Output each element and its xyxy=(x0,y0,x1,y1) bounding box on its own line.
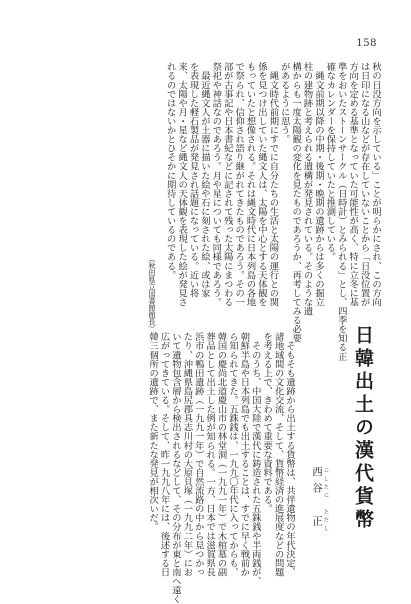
text-line: 縄文前期以降の中期・後期・晩期の遺跡からは多くの掘立 xyxy=(312,62,324,307)
text-line: 部が古事記や日本書紀などに記されて残った太陽にまつわる xyxy=(221,62,233,307)
text-line: 最近縄文人が土器に描いた絵や石に刻された絵、或は家 xyxy=(198,62,210,298)
upper-text-column xyxy=(164,62,381,361)
text-line: 柱の建物跡と考えられる遺構が発見されている。そのような遺 xyxy=(301,62,313,316)
text-line: を考える上で、きわめて重要な資料である。 xyxy=(261,332,273,513)
text-line: 確なカレンダーを保持していたと推測している。 xyxy=(324,62,336,262)
author-ruby: にしたに ただし xyxy=(323,466,329,532)
text-line: 韓国の慶尚北道慶山市の林堂洞（一九九一年）で木棺墓の副 xyxy=(215,332,227,577)
text-line: 係を見つけ出していた縄文人は、太陽を中心とする天体観を xyxy=(255,62,267,307)
text-line: 構からも一度太陽観の変化を見たものであろうか、再考してみる必要 xyxy=(290,62,302,343)
text-line: 準をおいたストーンサークル（日時計）とみられる」とし、四季を知る正 xyxy=(335,62,347,361)
text-line: ら知られてきた。五銖銭は、一九九〇年代に入ってからも、 xyxy=(226,332,238,577)
article-body xyxy=(147,332,295,604)
text-line: そもそも遺跡から出土する貨幣は、共伴遺物の年代決定、 xyxy=(284,332,295,577)
text-line: 朝鮮半島や日本列島でも出土することは、すでに早く戦前か xyxy=(238,332,250,577)
text-line: で祭られ、信仰され語り継がれてきたものであろう。その一 xyxy=(233,62,245,307)
author-name: 西谷 正 xyxy=(311,466,323,532)
text-line: 秋の日没方向を示している」ことが明らかにされ、この方向 xyxy=(370,62,381,307)
author-affiliation xyxy=(148,255,157,332)
text-line: 祭祀や神話なのであろう。月や星についても同様であろう。 xyxy=(210,62,222,307)
text-line: もっていたと想像される。それは縄文時代に日本列島の各地 xyxy=(244,62,256,307)
text-line: を表現した軽石製品が発見され話題になっている。近い将 xyxy=(187,62,199,298)
text-line: 葬品として出土した例が知られる。一方、日本では滋賀県長 xyxy=(204,332,216,577)
text-line: れるのではないかとひそかに期待しているのである。 xyxy=(164,62,176,280)
text-line: があるように思う。 xyxy=(278,62,290,144)
text-line: たり、沖縄県島尻郡具志川村の大原貝塚（一九九二年）にお xyxy=(181,332,193,577)
article-author xyxy=(310,466,329,550)
text-line: 縄文時代前期にすでに自分たちの生活と太陽の運行との関 xyxy=(267,62,279,307)
text-line: 来、太陽や月・星など縄文人の天体観を表現した絵が発見さ xyxy=(176,62,188,307)
text-line: 広がってきている。そして、昨一九九八年には、後述する日 xyxy=(158,332,170,577)
affiliation-text: （秋田県立図書館館長） xyxy=(148,255,157,332)
text-line: 浜市の鴨田遺跡（一九九一年）で自然流路の中から見つかっ xyxy=(192,332,204,577)
text-line: 諸地域間の文化交流、そして、貨幣経済の進展度などの問題 xyxy=(272,332,284,577)
text-line: 方向を定める基準となっていた可能性が高く、特に立冬に基 xyxy=(347,62,359,307)
text-line: 韓三個所の遺跡で、また新たな発見が相次いだ。 xyxy=(147,332,159,532)
text-line: そのうち、中国大陸で漢代に鋳造された五銖銭や半両銭が、 xyxy=(249,332,261,586)
text-line: いて遺物包含層から検出されるなどして、その分布が東と南へ遠く xyxy=(169,332,181,604)
article-title: 日韓出土の漢代貨幣 xyxy=(352,325,374,532)
page-number: 158 xyxy=(356,38,377,49)
text-line: は日印になる山などが存在していないことから「日没位置が xyxy=(358,62,370,307)
